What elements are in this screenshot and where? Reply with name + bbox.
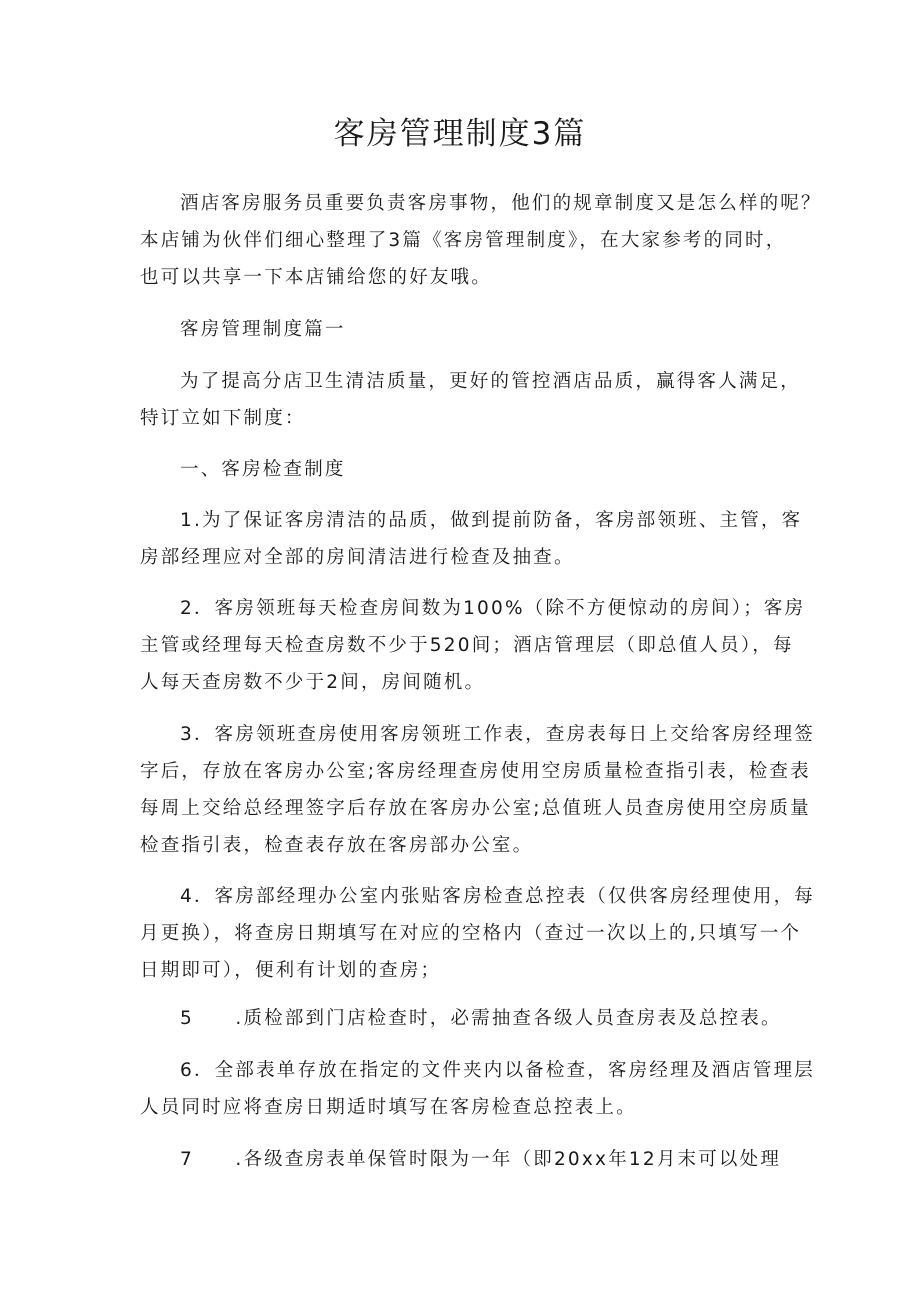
rule-line: 主管或经理每天检查房数不少于520间；酒店管理层（即总值人员），每 xyxy=(140,635,794,656)
rule-item-7 xyxy=(140,1141,792,1178)
rule-line: 每周上交给总经理签字后存放在客房办公室;总值班人员查房使用空房质量 xyxy=(140,798,811,819)
document-title: 客房管理制度3篇 xyxy=(333,116,587,152)
rule-item-5 xyxy=(140,1000,792,1037)
rule-line: 3．客房领班查房使用客房领班工作表，查房表每日上交给客房经理签 xyxy=(180,724,815,745)
purpose-line: 为了提高分店卫生清洁质量，更好的管控酒店品质，赢得客人满足， xyxy=(180,371,802,392)
rule-line: 月更换），将查房日期填写在对应的空格内（查过一次以上的,只填写一个 xyxy=(140,923,802,944)
rule-line: 1.为了保证客房清洁的品质，做到提前防备，客房部领班、主管，客 xyxy=(180,510,803,531)
intro-line: 酒店客房服务员重要负责客房事物，他们的规章制度又是怎么样的呢？ xyxy=(180,193,822,214)
rule-item-2 xyxy=(140,590,806,701)
rule-line: 字后，存放在客房办公室;客房经理查房使用空房质量检查指引表，检查表 xyxy=(140,761,811,782)
purpose-paragraph xyxy=(140,363,802,437)
rule-line: 人员同时应将查房日期适时填写在客房检查总控表上。 xyxy=(140,1097,637,1118)
section-title: 客房管理制度篇一 xyxy=(180,319,346,340)
rule-line: 房部经理应对全部的房间清洁进行检查及抽查。 xyxy=(140,547,575,568)
rule-line: 5 .质检部到门店检查时，必需抽查各级人员查房表及总控表。 xyxy=(180,1008,782,1029)
rule-line: 检查指引表，检查表存放在客房部办公室。 xyxy=(140,835,534,856)
rule-line: 7 .各级查房表单保管时限为一年（即20xx年12月末可以处理 xyxy=(180,1149,782,1170)
rule-item-3 xyxy=(140,716,815,864)
subheading: 一、客房检查制度 xyxy=(180,459,346,480)
rule-line: 日期即可），便利有计划的查房； xyxy=(140,960,442,981)
intro-line: 也可以共享一下本店铺给您的好友哦。 xyxy=(140,267,492,288)
rule-line: 人每天查房数不少于2间，房间随机。 xyxy=(140,672,486,693)
rule-item-1 xyxy=(140,502,803,576)
rule-item-4 xyxy=(140,878,815,989)
rule-item-6 xyxy=(140,1052,815,1126)
rule-line: 2．客房领班每天检查房间数为100%（除不方便惊动的房间）；客房 xyxy=(180,598,806,619)
purpose-line: 特订立如下制度： xyxy=(140,408,306,429)
rule-line: 6．全部表单存放在指定的文件夹内以备检查，客房经理及酒店管理层 xyxy=(180,1060,815,1081)
intro-paragraph xyxy=(140,185,822,296)
rule-line: 4．客房部经理办公室内张贴客房检查总控表（仅供客房经理使用，每 xyxy=(180,886,815,907)
intro-line: 本店铺为伙伴们细心整理了3篇《客房管理制度》，在大家参考的同时， xyxy=(140,230,787,251)
